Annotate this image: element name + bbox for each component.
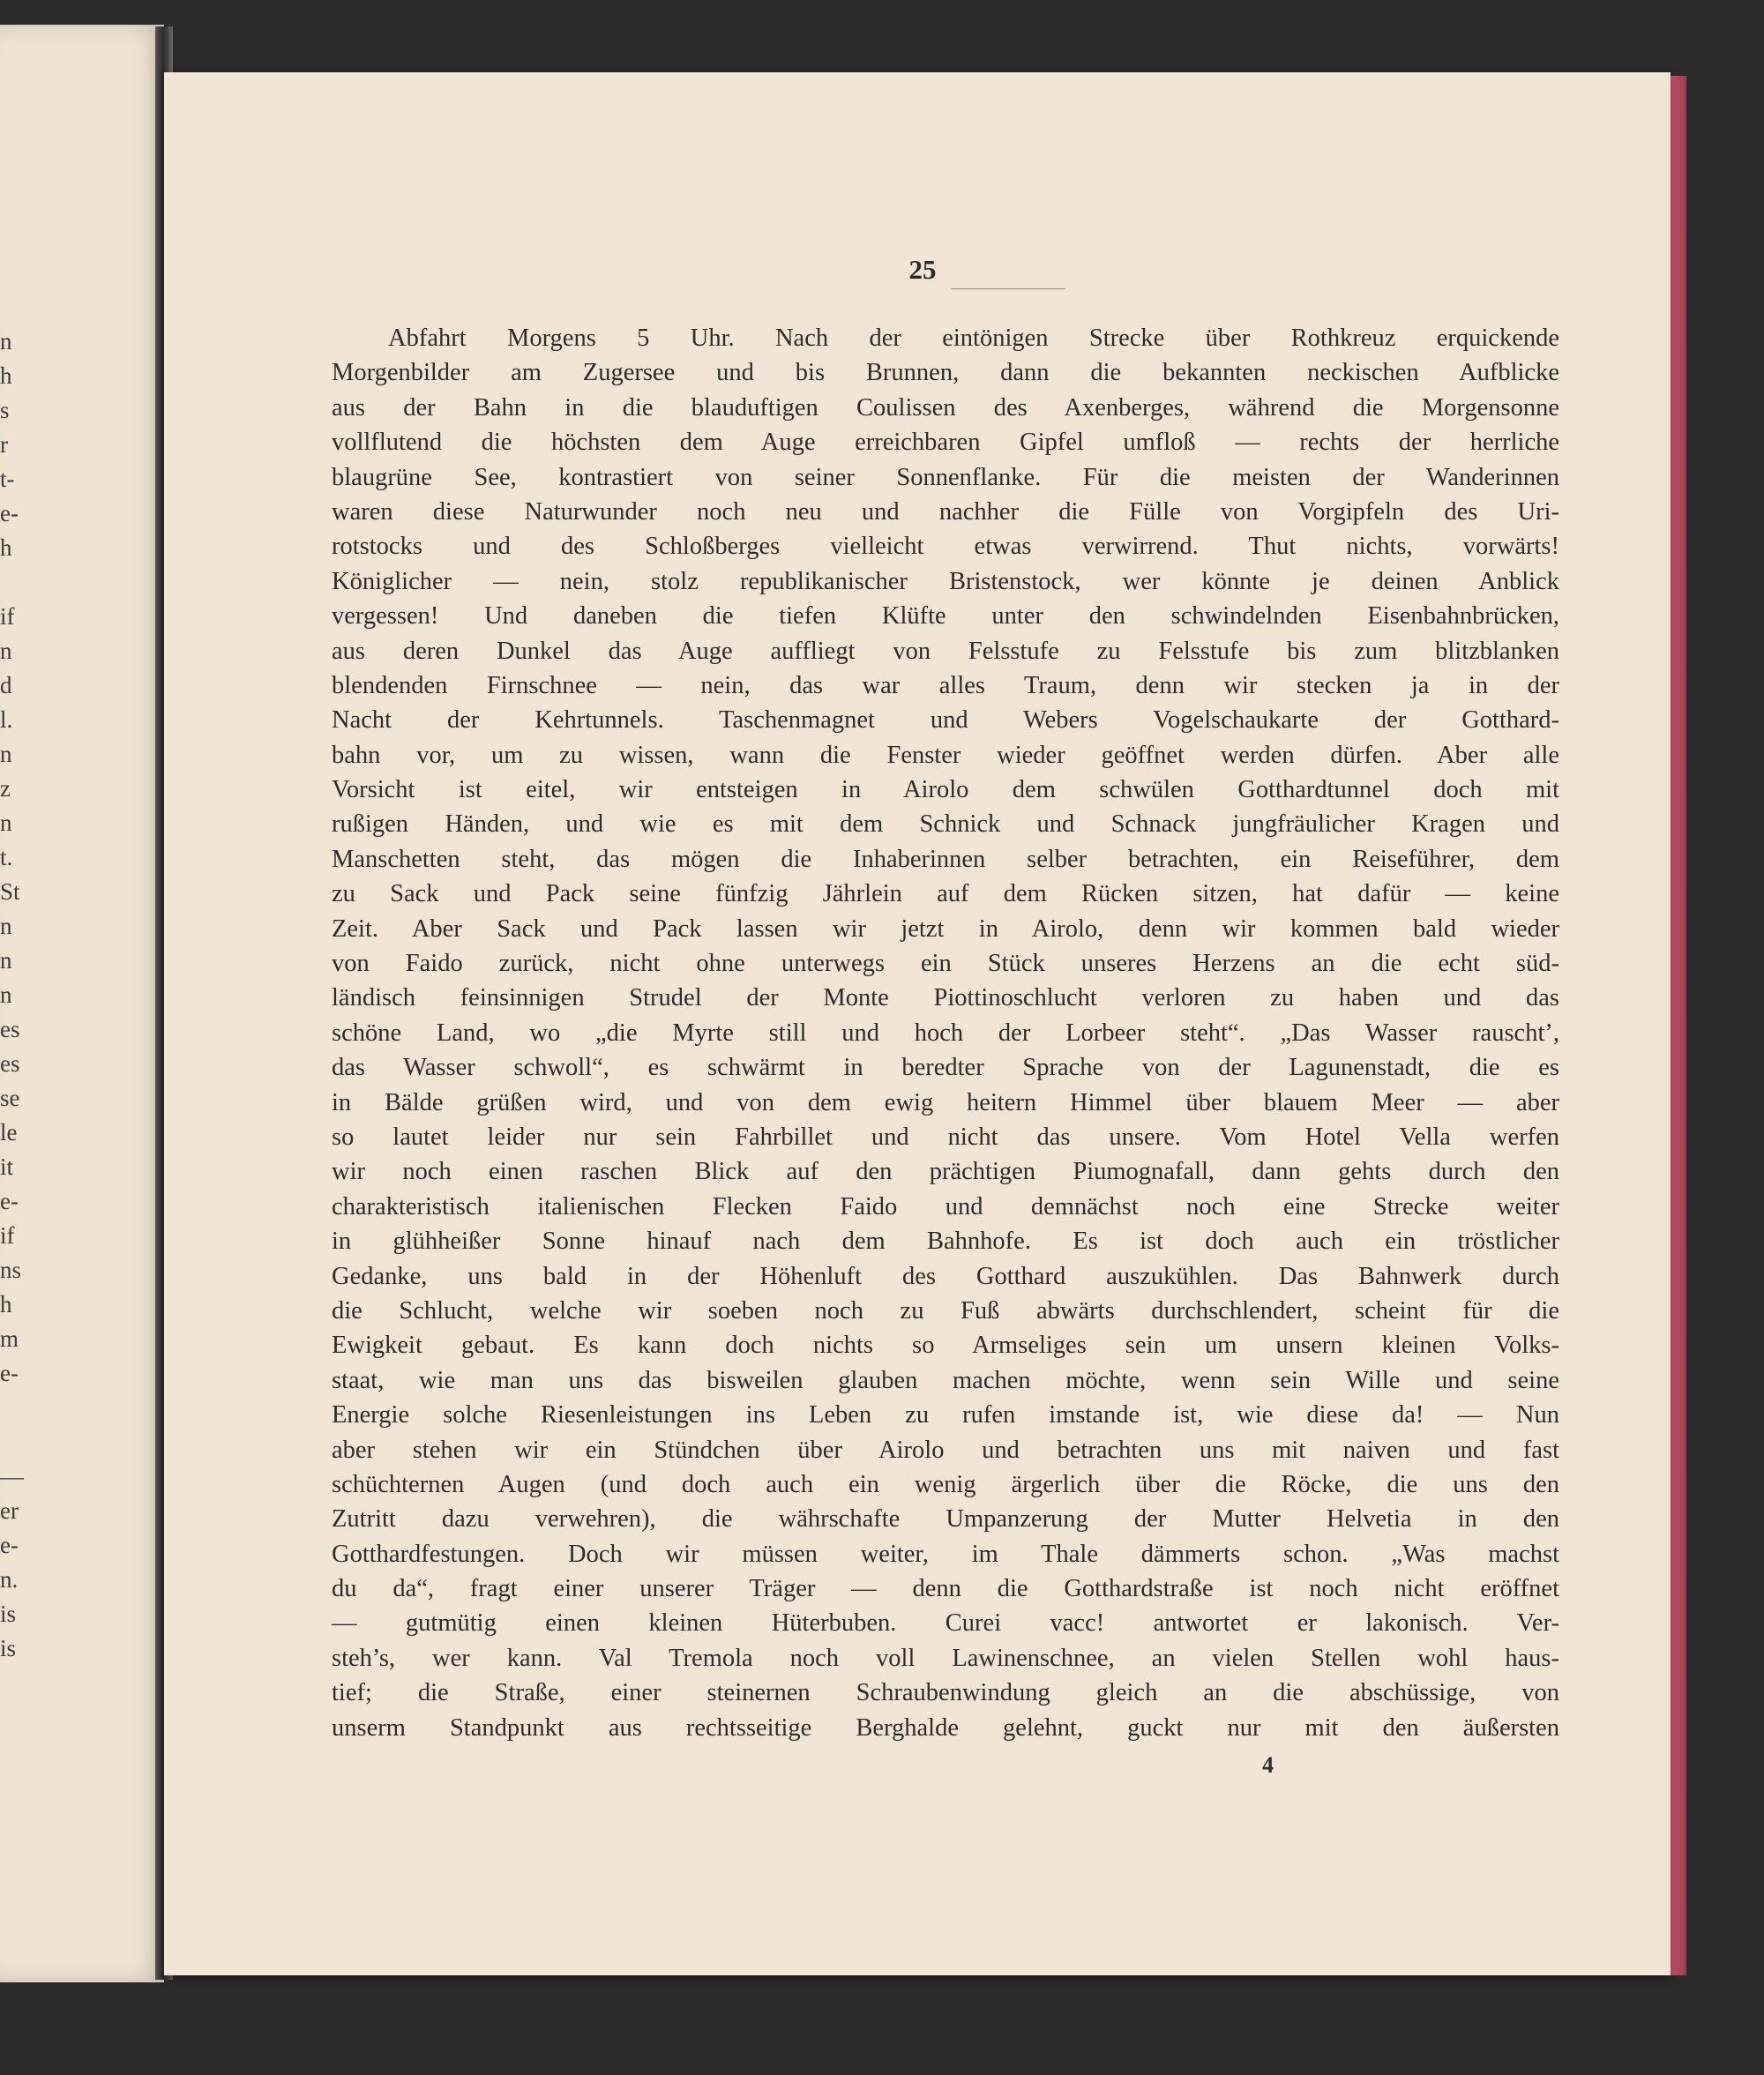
text-line: so lautet leider nur sein Fahrbillet und nicht das unsere. Vom Hotel Vella werfen xyxy=(332,1123,1559,1151)
text-line: Abfahrt Morgens 5 Uhr. Nach der eintönigen Strecke über Rothkreuz erquickende xyxy=(388,325,1559,352)
text-line: bahn vor, um zu wissen, wann die Fenster wieder geöffnet werden dürfen. Aber alle xyxy=(332,741,1559,769)
fragment: es xyxy=(0,1016,20,1042)
fragment xyxy=(0,1391,35,1425)
text-line: Ewigkeit gebaut. Es kann doch nichts so Armseliges sein um unsern kleinen Volks- xyxy=(332,1332,1559,1360)
text-line: blendenden Firnschnee — nein, das war alles Traum, denn wir stecken ja in der xyxy=(332,671,1559,699)
text-line: Morgenbilder am Zugersee und bis Brunnen, dann die bekannten neckischen Aufblicke xyxy=(332,359,1559,387)
fragment: n xyxy=(0,328,12,355)
fragment: t. xyxy=(0,844,13,870)
text-line: waren diese Naturwunder noch neu und nachher die Fülle von Vorgipfeln des Uri- xyxy=(332,497,1559,526)
text-line: charakteristisch italienischen Flecken Faido und demnächst noch eine Strecke weiter xyxy=(332,1192,1559,1220)
page-number: 25 xyxy=(908,254,937,285)
fragment: z xyxy=(0,775,11,802)
fragment: n xyxy=(0,913,12,939)
text-line: Gotthardfestungen. Doch wir müssen weiter, im Thale dämmerts schon. „Was machst xyxy=(332,1540,1559,1568)
text-line: schüchternen Augen (und doch auch ein wenig ärgerlich über die Röcke, die uns den xyxy=(332,1470,1559,1498)
text-line: unserm Standpunkt aus rechtsseitige Berghalde gelehnt, guckt nur mit den äußersten xyxy=(332,1713,1559,1742)
fragment: e- xyxy=(0,500,19,526)
text-line: wir noch einen raschen Blick auf den prächtigen Piumognafall, dann gehts durch den xyxy=(332,1158,1559,1186)
fragment xyxy=(0,565,35,600)
fragment: le xyxy=(0,1119,18,1146)
main-page xyxy=(164,72,1671,1975)
text-line: in Bälde grüßen wird, und von dem ewig heitern Himmel über blauem Meer — aber xyxy=(332,1088,1559,1116)
fragment: is xyxy=(0,1601,17,1627)
fragment: h xyxy=(0,362,12,389)
fragment: n xyxy=(0,982,12,1008)
fragment: ns xyxy=(0,1257,22,1283)
fragment: l. xyxy=(0,706,13,733)
fragment: — xyxy=(0,1463,24,1489)
fragment: se xyxy=(0,1085,20,1111)
fragment: e- xyxy=(0,1360,19,1386)
text-line: Gedanke, uns bald in der Höhenluft des Gotthard auszukühlen. Das Bahnwerk durch xyxy=(332,1262,1559,1290)
fragment: e- xyxy=(0,1532,19,1558)
page-body-text xyxy=(332,321,1559,1745)
text-line: zu Sack und Pack seine fünfzig Jährlein auf dem Rücken sitzen, hat dafür — keine xyxy=(332,880,1559,908)
fragment: n xyxy=(0,810,12,836)
fragment: n. xyxy=(0,1566,19,1593)
text-line: vollflutend die höchsten dem Auge erreichbaren Gipfel umfloß — rechts der herrliche xyxy=(332,429,1559,457)
fragment: es xyxy=(0,1050,20,1077)
text-line: ländisch feinsinnigen Strudel der Monte Piottinoschlucht verloren zu haben und das xyxy=(332,984,1559,1012)
fragment: n xyxy=(0,947,12,974)
text-line: aber stehen wir ein Stündchen über Airolo und betrachten uns mit naiven und fast xyxy=(332,1436,1559,1464)
text-line: von Faido zurück, nicht ohne unterwegs ein Stück unseres Herzens an die echt süd- xyxy=(332,950,1559,978)
previous-page xyxy=(0,25,164,1982)
fragment: e- xyxy=(0,1188,19,1214)
text-line: die Schlucht, welche wir soeben noch zu Fuß abwärts durchschlendert, scheint für die xyxy=(332,1296,1559,1325)
text-line: blaugrüne See, kontrastiert von seiner Sonnenflanke. Für die meisten der Wanderinnen xyxy=(332,463,1559,491)
fragment: d xyxy=(0,672,12,698)
signature-mark: 4 xyxy=(1262,1752,1274,1778)
fragment: if xyxy=(0,603,15,630)
fragment xyxy=(0,1425,35,1459)
fragment: St xyxy=(0,878,20,905)
fragment: is xyxy=(0,1635,17,1661)
fragment: m xyxy=(0,1325,19,1352)
fragment: s xyxy=(0,397,10,423)
text-line: Zutritt dazu verwehren), die währschafte Umpanzerung der Mutter Helvetia in den xyxy=(332,1505,1559,1534)
text-line: tief; die Straße, einer steinernen Schraubenwindung gleich an die abschüssige, von xyxy=(332,1679,1559,1707)
text-line: Manschetten steht, das mögen die Inhaberinnen selber betrachten, ein Reiseführer, dem xyxy=(332,845,1559,873)
text-line: vergessen! Und daneben die tiefen Klüfte unter den schwindelnden Eisenbahnbrücken, xyxy=(332,602,1559,631)
text-line: staat, wie man uns das bisweilen glauben machen möchte, wenn sein Wille und seine xyxy=(332,1366,1559,1394)
fragment: h xyxy=(0,534,12,561)
text-line: Königlicher — nein, stolz republikanischer Bristenstock, wer könnte je deinen Anblick xyxy=(332,567,1559,595)
fragment: it xyxy=(0,1153,14,1180)
text-line: — gutmütig einen kleinen Hüterbuben. Curei vacc! antwortet er lakonisch. Ver- xyxy=(332,1609,1559,1638)
fragment: er xyxy=(0,1497,19,1524)
text-line: rotstocks und des Schloßberges vielleicht etwas verwirrend. Thut nichts, vorwärts! xyxy=(332,533,1559,561)
text-line: in glühheißer Sonne hinauf nach dem Bahnhofe. Es ist doch auch ein tröstlicher xyxy=(332,1228,1559,1256)
fragment: if xyxy=(0,1222,15,1249)
text-line: Zeit. Aber Sack und Pack lassen wir jetzt in Airolo, denn wir kommen bald wieder xyxy=(332,914,1559,943)
text-line: Vorsicht ist eitel, wir entsteigen in Airolo dem schwülen Gotthardtunnel doch mit xyxy=(332,776,1559,804)
text-line: aus der Bahn in die blauduftigen Coulissen des Axenberges, während die Morgensonne xyxy=(332,393,1559,422)
fragment: t- xyxy=(0,466,15,492)
page-edge-binding xyxy=(1671,76,1686,1975)
text-line: steh’s, wer kann. Val Tremola noch voll Lawinenschnee, an vielen Stellen wohl haus- xyxy=(332,1644,1559,1672)
fragment: h xyxy=(0,1291,12,1317)
text-line: Energie solche Riesenleistungen ins Leben zu rufen imstande ist, wie diese da! — Nun xyxy=(332,1401,1559,1429)
page-number-rule xyxy=(951,288,1065,289)
previous-page-text-fragments xyxy=(0,325,35,1666)
fragment: n xyxy=(0,741,12,767)
fragment: n xyxy=(0,638,12,664)
text-line: aus deren Dunkel das Auge auffliegt von Felsstufe zu Felsstufe bis zum blitzblanken xyxy=(332,637,1559,665)
fragment: r xyxy=(0,431,8,458)
text-line: Nacht der Kehrtunnels. Taschenmagnet und Webers Vogelschaukarte der Gotthard- xyxy=(332,706,1559,735)
text-line: rußigen Händen, und wie es mit dem Schnick und Schnack jungfräulicher Kragen und xyxy=(332,810,1559,839)
text-line: das Wasser schwoll“, es schwärmt in beredter Sprache von der Lagunenstadt, die es xyxy=(332,1054,1559,1082)
text-line: du da“, fragt einer unserer Träger — denn die Gotthardstraße ist noch nicht eröffnet xyxy=(332,1575,1559,1603)
text-line: schöne Land, wo „die Myrte still und hoch der Lorbeer steht“. „Das Wasser rauscht’, xyxy=(332,1019,1559,1047)
